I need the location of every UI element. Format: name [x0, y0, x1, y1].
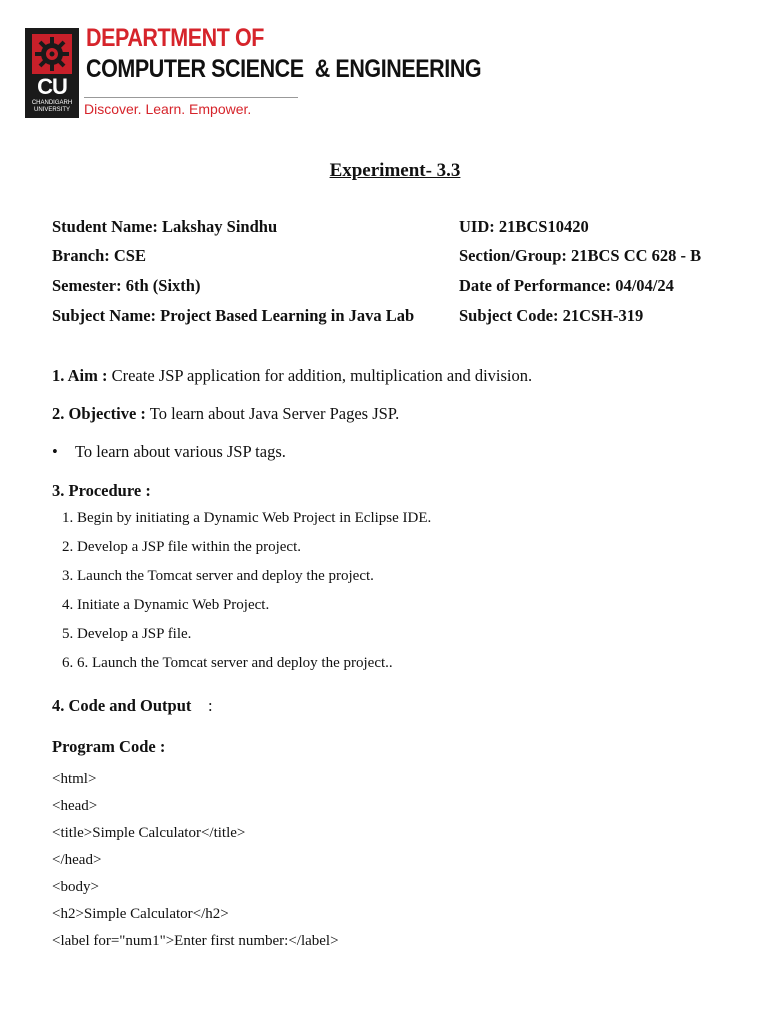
tagline: Discover. Learn. Empower. — [84, 101, 252, 117]
procedure-step: 6. 6. Launch the Tomcat server and deploy the project.. — [62, 655, 393, 671]
semester: Semester: 6th (Sixth) — [52, 276, 201, 295]
procedure-step: 1. Begin by initiating a Dynamic Web Project in Eclipse IDE. — [62, 510, 432, 526]
university-logo — [25, 28, 79, 118]
experiment-title: Experiment- 3.3 — [329, 160, 461, 181]
subject-code: Subject Code: 21CSH-319 — [459, 306, 644, 325]
bullet-icon: • — [52, 442, 58, 461]
objective-section — [52, 404, 399, 424]
code-line: <title>Simple Calculator</title> — [52, 825, 246, 841]
objective-text: To learn about Java Server Pages JSP. — [145, 404, 400, 423]
aim-label: 1. Aim : — [52, 366, 108, 385]
header-divider — [84, 97, 298, 98]
logo-university-text: CHANDIGARH UNIVERSITY — [31, 100, 73, 113]
code-line: <head> — [52, 798, 98, 814]
code-line: <label for="num1">Enter first number:</label> — [52, 933, 339, 949]
procedure-step: 3. Launch the Tomcat server and deploy the project. — [62, 568, 374, 584]
department-title-line2: COMPUTER SCIENCE & ENGINEERING — [86, 55, 482, 83]
uid: UID: 21BCS10420 — [459, 217, 589, 236]
aim-section — [52, 366, 532, 386]
objective-label: 2. Objective : — [52, 404, 146, 423]
aim-text: Create JSP application for addition, multiplication and division. — [107, 366, 533, 385]
branch: Branch: CSE — [52, 246, 146, 265]
program-code-heading: Program Code : — [52, 737, 166, 756]
code-output-number: 4 — [52, 696, 61, 715]
subject-name: Subject Name: Project Based Learning in Java Lab — [52, 306, 415, 325]
logo-cu-text: CU — [37, 74, 67, 99]
procedure-step: 4. Initiate a Dynamic Web Project. — [62, 597, 270, 613]
code-line: <html> — [52, 771, 97, 787]
department-title-line1: DEPARTMENT OF — [86, 24, 264, 52]
procedure-heading: 3. Procedure : — [52, 481, 151, 500]
objective-bullet — [52, 442, 286, 462]
objective-bullet-text: To learn about various JSP tags. — [75, 442, 286, 461]
gear-emblem-icon — [32, 34, 72, 74]
code-line: </head> — [52, 852, 102, 868]
code-line: <body> — [52, 879, 99, 895]
code-output-heading — [52, 696, 213, 716]
code-output-colon: : — [208, 696, 213, 715]
procedure-step: 5. Develop a JSP file. — [62, 626, 192, 642]
code-output-label: . Code and Output — [60, 696, 192, 715]
code-line: <h2>Simple Calculator</h2> — [52, 906, 229, 922]
section-group: Section/Group: 21BCS CC 628 - B — [459, 246, 702, 265]
student-name: Student Name: Lakshay Sindhu — [52, 217, 278, 236]
procedure-step: 2. Develop a JSP file within the project. — [62, 539, 301, 555]
date-of-performance: Date of Performance: 04/04/24 — [459, 276, 674, 295]
